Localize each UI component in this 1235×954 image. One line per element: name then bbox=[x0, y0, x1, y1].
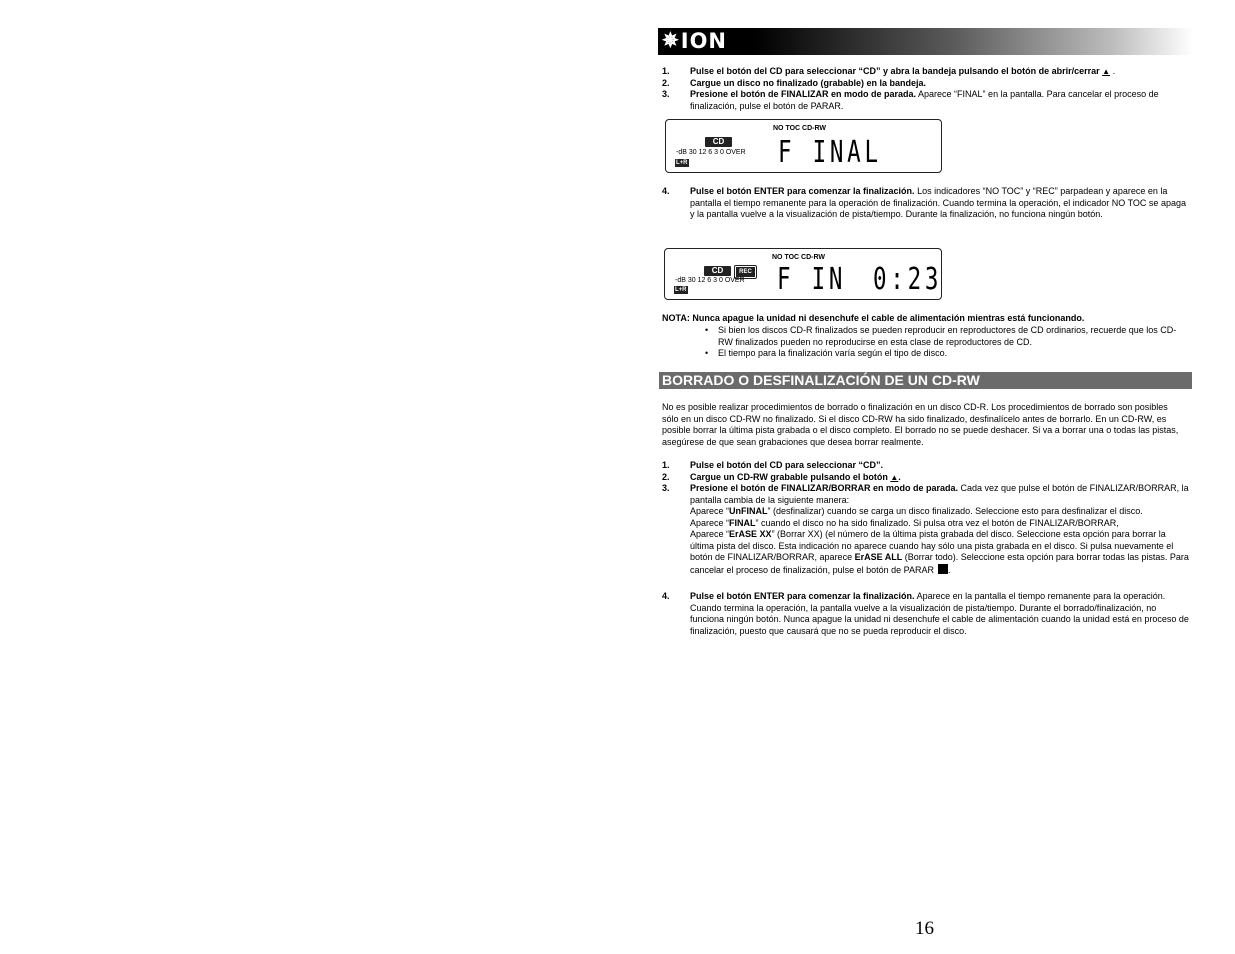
display-code: ErASE ALL bbox=[854, 552, 903, 562]
text-fragment: Aparece “ bbox=[690, 529, 730, 539]
display-code: UnFINAL bbox=[729, 506, 768, 516]
ion-star-icon: ✵ bbox=[662, 30, 679, 52]
lcd-cd-indicator: CD bbox=[704, 266, 731, 276]
text-fragment: Aparece “ bbox=[690, 517, 730, 528]
step-text-rest: Aparece “FINAL” en la pantalla. Para cancelar el proceso de finalización, pulse el botón de PARAR. bbox=[690, 89, 1159, 111]
intro-paragraph: No es posible realizar procedimientos de borrado o finalización en un disco CD-R. Los procedimientos de borrado son posibles sólo en un disco CD-RW no finalizado. Si el disco CD-RW ha sido finalizado, desfinalícelo antes de borrarlo. En un CD-RW, es posible borrar la última pista grabada o el disco completo. El borrado no se puede deshacer. Si va a borrar una o todas las pistas, asegúrese de que sean grabaciones que desea borrar realmente. bbox=[662, 402, 1179, 447]
step-text: Pulse el botón ENTER para comenzar la finalización. bbox=[690, 186, 915, 196]
step-number: 3. bbox=[662, 89, 670, 99]
text-fragment: ” (Borrar XX) (el número de la última pista grabada del disco. Seleccione esta opción para borrar la última pista del disco. Esta indicación no aparece cuando hay sólo una pista grabada en el disco. Si pulsa nuevamente el botón de FINALIZAR/BORRAR, aparece bbox=[690, 529, 1174, 562]
ion-logo-text: ION bbox=[680, 29, 728, 53]
stop-icon bbox=[938, 564, 948, 574]
lcd-display-fin bbox=[664, 248, 942, 300]
step-text: Cargue un disco no finalizado (grabable) en la bandeja. bbox=[690, 77, 927, 88]
lcd-time-text: 0:23 bbox=[873, 262, 943, 297]
lcd-level-meter: -dB 30 12 6 3 0 OVER bbox=[675, 277, 745, 284]
step-number: 2. bbox=[662, 471, 670, 482]
note-warning: NOTA: Nunca apague la unidad ni desenchufe el cable de alimentación mientras está funcionando. bbox=[662, 313, 1085, 323]
lcd-cd-indicator: CD bbox=[705, 137, 732, 147]
display-code: FINAL bbox=[729, 517, 756, 528]
step-text-rest: Los indicadores “NO TOC” y “REC” parpadean y aparece en la pantalla el tiempo remanente para la operación de finalización. Cuando termina la operación, el indicador NO TOC se apaga y la pantalla vuelve a la visualización de pista/tiempo. Durante la finalización, no funciona ningún botón. bbox=[690, 186, 1186, 219]
lcd-lr-indicator: L+R bbox=[675, 287, 687, 293]
text-fragment: (Borrar todo). Seleccione esta opción para borrar todas las pistas. Para cancelar el proceso de finalización, pulse el botón de PARAR bbox=[690, 552, 1189, 575]
step-text: Pulse el botón del CD para seleccionar “CD”. bbox=[690, 460, 884, 470]
step-text: Cargue un CD-RW grabable pulsando el botón bbox=[690, 471, 888, 482]
header-bar bbox=[658, 28, 1193, 55]
lcd-top-label: NO TOC CD-RW bbox=[773, 125, 827, 132]
step-text: Presione el botón de FINALIZAR en modo de parada. bbox=[690, 89, 917, 99]
note-bullets bbox=[705, 325, 1185, 360]
step-text-rest: Aparece en la pantalla el tiempo remanente para la operación. Cuando termina la operación, la pantalla vuelve a la visualización de pista/tiempo. Durante el borrado/finalización, no funciona ningún botón. Nunca apague la unidad ni desenchufe el cable de alimentación cuando la unidad está en proceso de finalización, puesto que causará que no se pueda reproducir el disco. bbox=[690, 591, 1189, 636]
lcd-level-meter: -dB 30 12 6 3 0 OVER bbox=[676, 149, 746, 156]
text-fragment: ” cuando el disco no ha sido finalizado. Si pulsa otra vez el botón de FINALIZAR/BORRAR, bbox=[755, 517, 1119, 528]
step-text: Presione el botón de FINALIZAR/BORRAR en modo de parada. bbox=[690, 483, 959, 493]
list-item: • El tiempo para la finalización varía según el tipo de disco. bbox=[705, 348, 1185, 360]
eject-icon: ▲ bbox=[890, 472, 899, 482]
lcd-display-final bbox=[665, 119, 942, 173]
display-code: ErASE XX bbox=[729, 529, 772, 539]
section-header bbox=[659, 372, 1192, 389]
step-number: 4. bbox=[662, 591, 670, 601]
ion-logo bbox=[662, 30, 727, 53]
lcd-main-text: F IN bbox=[777, 262, 847, 297]
step-number: 2. bbox=[662, 77, 670, 88]
lcd-main-text: F INAL bbox=[778, 135, 882, 170]
step-text-rest: Cada vez que pulse el botón de FINALIZAR/BORRAR, la pantalla cambia de la siguiente manera: bbox=[690, 483, 1189, 505]
eject-icon: ▲ bbox=[1102, 67, 1111, 76]
text-fragment: ” (desfinalizar) cuando se carga un disco finalizado. Seleccione esto para desfinalizar el disco. bbox=[767, 506, 1143, 516]
lcd-lr-indicator: L+R bbox=[676, 160, 688, 166]
step-text: Pulse el botón ENTER para comenzar la finalización. bbox=[690, 591, 915, 601]
step-number: 4. bbox=[662, 186, 670, 196]
lcd-top-label: NO TOC CD-RW bbox=[772, 254, 826, 261]
page-number: 16 bbox=[915, 918, 934, 939]
step-number: 1. bbox=[662, 460, 670, 470]
step-number: 3. bbox=[662, 483, 670, 493]
text-fragment: Aparece “ bbox=[690, 506, 730, 516]
list-item: • Si bien los discos CD-R finalizados se pueden reproducir en reproductores de CD ordinarios, recuerde que los CD-RW finalizados pueden no reproducirse en esta clase de reproductores de CD. bbox=[705, 325, 1185, 348]
step-text: Pulse el botón del CD para seleccionar “CD” y abra la bandeja pulsando el botón de abrir/cerrar bbox=[690, 66, 1100, 76]
lcd-rec-indicator: REC bbox=[735, 266, 756, 278]
section-title: BORRADO O DESFINALIZACIÓN DE UN CD-RW bbox=[662, 372, 980, 388]
step-number: 1. bbox=[662, 66, 670, 76]
